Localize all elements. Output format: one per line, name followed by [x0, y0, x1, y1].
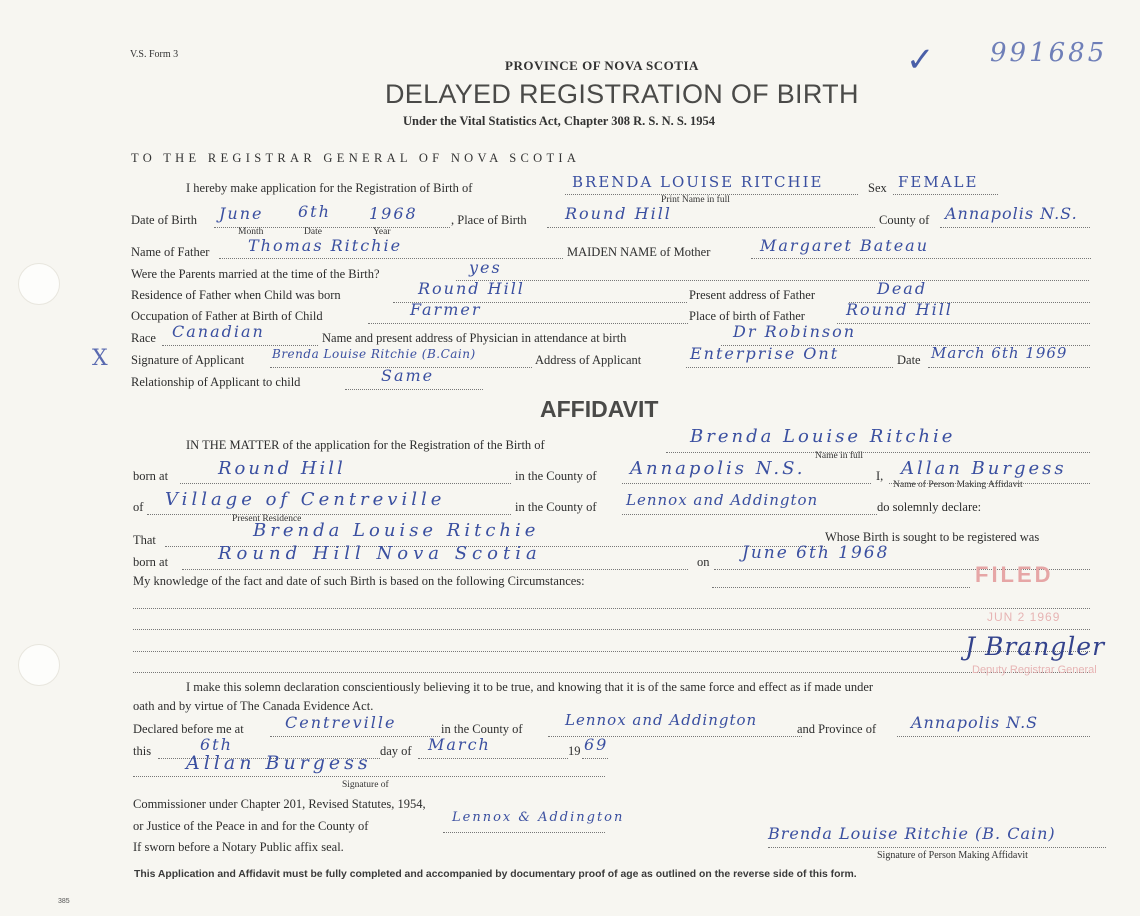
address-applicant-line [686, 367, 893, 368]
place-birth-father-value: Round Hill [846, 300, 953, 319]
race-label: Race [131, 331, 156, 345]
month-caption: Month [238, 227, 264, 237]
race-line [162, 345, 318, 346]
deponent-signature-line [768, 847, 1106, 848]
deponent-signature: Brenda Louise Ritchie (B. Cain) [768, 824, 1056, 843]
province-heading: PROVINCE OF NOVA SCOTIA [505, 58, 699, 73]
registrar-address-line: TO THE REGISTRAR GENERAL OF NOVA SCOTIA [131, 151, 581, 165]
knowledge-tail-line [712, 587, 970, 588]
date-caption: Date [304, 227, 322, 237]
mother-label: MAIDEN NAME of Mother [567, 245, 711, 259]
province-value: Annapolis N.S [911, 713, 1039, 732]
filed-stamp-caption: Deputy Registrar General [972, 664, 1097, 676]
filed-stamp: FILED [975, 562, 1054, 587]
punch-hole-top [18, 263, 60, 305]
on-date-value: June 6th 1968 [742, 543, 890, 563]
deponent-caption: Name of Person Making Affidavit [893, 480, 1023, 490]
race-value: Canadian [172, 322, 265, 341]
commissioner-line: Commissioner under Chapter 201, Revised Statutes, 1954, [133, 797, 426, 811]
date-line [928, 367, 1090, 368]
form-code: 385 [58, 898, 70, 905]
place-of-birth-line [547, 227, 875, 228]
physician-value: Dr Robinson [733, 322, 857, 341]
present-address-father-label: Present address of Father [689, 288, 816, 302]
this-label: this [133, 744, 152, 758]
relationship-label: Relationship of Applicant to child [131, 375, 301, 389]
on-label: on [697, 555, 710, 569]
affidavit-county2-line [622, 514, 877, 515]
year-line [582, 758, 608, 759]
name-in-full-caption: Name in full [815, 451, 864, 461]
occupation-label: Occupation of Father at Birth of Child [131, 309, 323, 323]
occupation-value: Farmer [410, 300, 482, 319]
day-of-label: day of [380, 744, 412, 758]
born-at-line [180, 483, 511, 484]
born-at-value: Round Hill [218, 458, 346, 479]
dob-month-value: June [219, 204, 264, 223]
born-at2-label: born at [133, 555, 169, 569]
place-birth-father-line [837, 323, 1090, 324]
whose-birth-text: Whose Birth is sought to be registered was [825, 530, 1040, 544]
registration-number: 991685 [990, 38, 1108, 68]
year-caption: Year [373, 227, 391, 237]
date-label: Date [897, 353, 921, 367]
year-value: 69 [584, 735, 609, 754]
month-value: March [428, 735, 491, 754]
affidavit-county-value: Annapolis N.S. [630, 458, 806, 479]
signature-of-caption: Signature of [342, 780, 389, 790]
declaration-line-2: oath and by virtue of The Canada Evidence Act. [133, 699, 374, 713]
circumstance-line-1 [133, 608, 1090, 609]
present-address-father-value: Dead [877, 279, 928, 298]
of-label: of [133, 500, 144, 514]
form-subtitle: Under the Vital Statistics Act, Chapter 308 R. S. N. S. 1954 [403, 114, 716, 128]
knowledge-text: My knowledge of the fact and date of such Birth is based on the following Circumstances: [133, 574, 585, 588]
affidavit-county-line [622, 483, 871, 484]
sex-value: FEMALE [898, 173, 979, 191]
application-intro: I hereby make application for the Registration of Birth of [186, 181, 473, 195]
born-at-label: born at [133, 469, 169, 483]
form-number: V.S. Form 3 [130, 49, 179, 60]
i-label: I, [876, 469, 884, 483]
notary-line: If sworn before a Notary Public affix seal. [133, 840, 344, 854]
check-mark: ✓ [906, 40, 937, 80]
married-label: Were the Parents married at the time of the Birth? [131, 267, 380, 281]
married-line [456, 280, 1089, 281]
sex-line [893, 194, 998, 195]
signature-applicant-label: Signature of Applicant [131, 353, 245, 367]
affidavit-heading: AFFIDAVIT [540, 396, 659, 422]
deponent-signature-caption: Signature of Person Making Affidavit [877, 850, 1028, 861]
dob-year-value: 1968 [369, 204, 418, 223]
occupation-line [368, 323, 688, 324]
relationship-line [345, 389, 483, 390]
year-prefix: 19 [568, 744, 581, 758]
that-label: That [133, 533, 156, 547]
province-label: and Province of [797, 722, 877, 736]
solemnly-declare-text: do solemnly declare: [877, 500, 982, 514]
mother-line [751, 258, 1091, 259]
born-at2-value: Round Hill Nova Scotia [218, 543, 542, 564]
punch-hole-bottom [18, 644, 60, 686]
form-title: DELAYED REGISTRATION OF BIRTH [385, 79, 859, 109]
declaration-line-1: I make this solemn declaration conscientiously believing it to be true, and knowing that it is of the same force and effect as if made under [186, 680, 874, 694]
father-label: Name of Father [131, 245, 210, 259]
commissioner-signature-line [133, 776, 605, 777]
deponent-value: Allan Burgess [901, 458, 1067, 479]
sex-label: Sex [868, 181, 887, 195]
affidavit-county2-value: Lennox and Addington [626, 491, 819, 509]
address-applicant-value: Enterprise Ont [690, 344, 840, 363]
child-name-value: BRENDA LOUISE RITCHIE [572, 173, 824, 191]
residence-father-label: Residence of Father when Child was born [131, 288, 341, 302]
registrar-signature: J Brangler [965, 632, 1106, 661]
father-value: Thomas Ritchie [248, 236, 403, 255]
declared-at-line [270, 736, 440, 737]
justice-county-value: Lennox & Addington [452, 810, 625, 825]
place-of-birth-label: , Place of Birth [451, 213, 527, 227]
month-line [418, 758, 568, 759]
place-birth-father-label: Place of birth of Father [689, 309, 805, 323]
matter-intro: IN THE MATTER of the application for the Registration of the Birth of [186, 438, 545, 452]
father-line [219, 258, 563, 259]
print-name-caption: Print Name in full [661, 195, 730, 205]
this-day-value: 6th [200, 735, 233, 754]
declared-county-value: Lennox and Addington [565, 711, 758, 729]
province-line [897, 736, 1090, 737]
dob-label: Date of Birth [131, 213, 197, 227]
circumstance-line-3 [133, 651, 1090, 652]
county-label: County of [879, 213, 930, 227]
residence-caption: Present Residence [232, 514, 302, 524]
married-value: yes [469, 258, 502, 277]
dob-date-value: 6th [298, 202, 331, 221]
matter-name-value: Brenda Louise Ritchie [690, 426, 956, 447]
county-value: Annapolis N.S. [945, 204, 1078, 223]
residence-father-value: Round Hill [418, 279, 525, 298]
mother-value: Margaret Bateau [760, 236, 930, 255]
born-at2-line [182, 569, 688, 570]
county-line [940, 227, 1090, 228]
circumstance-line-2 [133, 629, 1090, 630]
justice-line: or Justice of the Peace in and for the County of [133, 819, 369, 833]
address-applicant-label: Address of Applicant [535, 353, 642, 367]
affidavit-county-label: in the County of [515, 469, 597, 483]
declared-at-label: Declared before me at [133, 722, 244, 736]
residence-value: Village of Centreville [165, 489, 446, 510]
signature-applicant-value: Brenda Louise Ritchie (B.Cain) [272, 347, 476, 361]
matter-name-line [666, 452, 1090, 453]
commissioner-signature: Allan Burgess [186, 752, 372, 774]
physician-label: Name and present address of Physician in attendance at birth [322, 331, 627, 345]
that-name-value: Brenda Louise Ritchie [253, 520, 540, 541]
footer-note: This Application and Affidavit must be fully completed and accompanied by documentary proof of age as outlined on the reverse side of this form. [134, 869, 857, 880]
relationship-value: Same [381, 366, 435, 385]
residence-line [147, 514, 511, 515]
applicant-x-mark: X [92, 346, 110, 371]
declared-at-value: Centreville [285, 713, 397, 732]
date-value: March 6th 1969 [931, 344, 1068, 362]
justice-county-line [443, 832, 605, 833]
place-of-birth-value: Round Hill [565, 204, 672, 223]
circumstance-line-4 [133, 672, 1090, 673]
declared-county-label: in the County of [441, 722, 523, 736]
affidavit-county2-label: in the County of [515, 500, 597, 514]
filed-stamp-date: JUN 2 1969 [987, 610, 1061, 624]
